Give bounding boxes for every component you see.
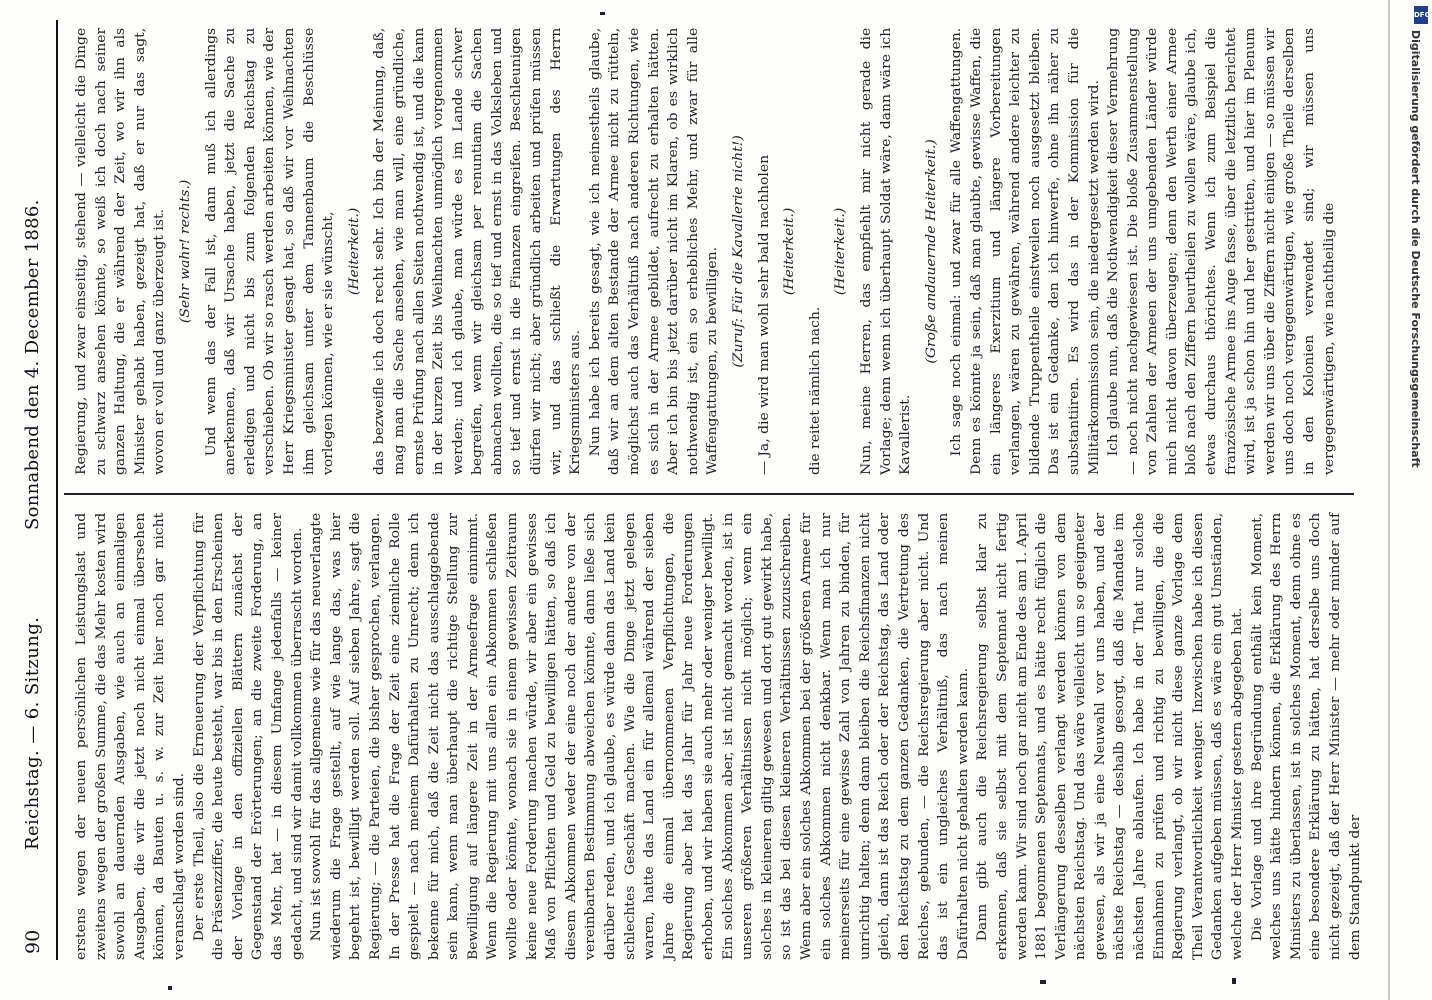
header-rule [56, 20, 58, 960]
paragraph: Nun ist sowohl für das allgemeine wie für das neuverlangte wiederum die Frage gestellt, auf wie lange das, was hier begehrt ist, bewilligt werden soll. Auf sieben Jahre, sagt die Regierung; — die Parteien, die bisher gesprochen, verlangen. In der Presse hat die Frage der Zeit eine ziemliche Rolle gespielt — nach meinem Dafürhalten zu Unrecht; denn ich bekenne für mich, daß die Zeit nicht das ausschlaggebende sein kann, wenn man überhaupt die richtige Stellung zur Bewilligung auf längere Zeit in der Armeefrage einnimmt. Wenn die Regierung mit uns allen ein Abkommen schließen wollte oder könnte, wonach sie in einem gewissen Zeitraum keine neue Forderung machen würde, wir aber ein gewisses Maß von Pflichten und Geld zu bewilligen hätten, so daß ich diesem Abkommen weder der eine noch der andere von der vereinbarten Bestimmung abweichen könnte, dann ließe sich darüber reden, und ich glaube, es würde dann das Land kein schlechtes Geschäft machen. Wie die Dinge jetzt gelegen waren, hatte das Land ein für allemal während der sieben Jahre die einmal übernommenen Verpflichtungen, die Regierung aber hat das Jahr für Jahr neue Forderungen erhoben, und wir haben sie auch mehr oder weniger bewilligt. Ein solches Abkommen aber, ist nicht gemacht worden, ist in unseren größeren Verhältnissen nicht möglich; wenn ein solches in kleineren giltig gewesen und dort gut gewirkt habe, so ist das bei diesen kleineren Verhältnissen zuzuschreiben. Wenn aber ein solches Abkommen bei der größeren Armee für ein solches Abkommen nicht denkbar. Wenn man ich nur meinerseits für eine gewisse Zahl von Jahren zu binden, für unrichtig halten; denn dann bleiben die Reichsfinanzen nicht gleich, dann ist das Reich oder der Reichstag, das Land oder den Reichstag zu dem ganzen Gedanken, die Vertretung des Reiches, gebunden, — die Reichsregierung aber nicht. Und das ist ein ungleiches Verhältniß, das nach meinen Dafürhalten nicht gehalten werden kann. [309, 512, 971, 960]
paragraph: Ich glaube nun, daß die Nothwendigkeit dieser Vermehrung — noch nicht nachgewiesen ist. Die bloße Zusammenstellung von Zahlen der Armeen der uns umgebenden Länder würde mich nicht davon überzeugen; denn den Werth einer Armee bloß nach den Ziffern beurtheilen zu wollen wäre, glaube ich, etwas durchaus thörichtes. Wenn ich zum Beispiel die französische Armee ins Auge fasse, über die letztlich berichtet wird, ist ja schon hin und her gestritten, und hier im Plenum werden wir uns über die Ziffern nicht einigen — so müssen wir uns doch noch vergegenwärtigen, wie große Theile derselben in den Kolonien verwendet sind; wir müssen uns vergegenwärtigen, wie nachtheilig die [1106, 27, 1337, 475]
paragraph: Ich sage noch einmal: und zwar für alle Waffengattungen. Denn es könnte ja sein, daß man glaubte, gewisse Waffen, die ein längeres Exerzitium und längere Vorbereitungen verlangen, wären zu gewähren, während andere leichter zu bildende Truppentheile einstweilen noch ausgesetzt bleiben. Das ist ein Gedanke, den ich hinwerfe, ohne ihn näher zu substantiiren. Es wird das in der Kommission für die Militärkommission sein, die niedergesetzt werden wird. [949, 27, 1102, 475]
scan-speck [168, 986, 172, 990]
scan-edge [1388, 0, 1390, 1000]
digitization-note-text: Digitalisierung gefördert durch die Deutsche Forschungsgemeinschaft [1409, 30, 1422, 468]
paragraph: Die Vorlage und ihre Begründung enthält kein Moment, welches uns hätte hindern können, die Erklärung des Herrn Ministers zu überlassen, ist in solches Moment, denn ohne es eine besondere Erklärung zu hätten, hat derselbe uns doch nicht gezeigt, daß der Herr Minister — mehr oder minder auf dem Standpunkt der [1249, 512, 1363, 960]
dateline: Sonnabend den 4. December 1886. [22, 199, 43, 530]
paragraph: das bezweifle ich doch recht sehr. Ich bin der Meinung, daß, mag man die Sache ansehen, wie man will, eine gründliche, ernste Prüfung nach allen Seiten nothwendig ist, und die kann in der kurzen Zeit bis Weihnachten unmöglich vorgenommen werden; und ich glaube, man würde es im Lande schwer begreifen, wenn wir gleichsam per renuntiam die Sachen abmachen wollten, die so tief und ernst in das Volksleben und so tief und ernst in die Finanzen eingreifen. Beschleunigen dürfen wir nicht; aber gründlich arbeiten und prüfen müssen wir, und das schließt die Erwartungen des Herrn Kriegsministers aus. [372, 27, 584, 475]
scan-speck [1232, 978, 1236, 984]
page-number: 90 [22, 929, 44, 954]
digitization-note [1396, 30, 1426, 970]
text-column-right [72, 28, 1339, 475]
interjection: (Sehr wahr! rechts.) [177, 179, 193, 324]
paragraph: Nun habe ich bereits gesagt, wie ich meinestheils glaube, daß wir an dem alten Bestande der Armee nicht zu rütteln, möglichst auch das Verhältniß nach anderen Richtungen, wie es sich in der Armee gebildet, aufrecht zu erhalten hätten. Aber ich bin bis jetzt darüber nicht im Klaren, ob es wirklich nothwendig ist, ein so erhebliches Mehr, und zwar für alle Waffengattungen, zu bewilligen. [587, 27, 721, 475]
interjection: (Zuruf: Für die Kavallerie nicht!) [731, 135, 746, 368]
paragraph: Nun, meine Herren, das empfiehlt mir nicht gerade die Vorlage; denn wenn ich überhaupt Soldat wäre, dann wäre ich Kavallerist. [858, 27, 914, 475]
page-header [14, 0, 58, 1000]
interjection: (Heiterkeit.) [833, 207, 849, 296]
rotated-newspaper-page [14, 0, 1386, 1000]
paragraph: Der erste Theil, also die Erneuerung der Verpflichtung für die Präsenzziffer, die heute besteht, war bis in den Erscheinen der Vorlage in den offiziellen Blättern zunächst der Gegenstand der Erörterungen; an die zweite Forderung, an das Mehr, hat — in diesem Umfange jedenfalls — keiner gedacht, und sind wir damit vollkommen überrascht worden. [191, 512, 305, 960]
column-divider [64, 494, 1354, 496]
paragraph: die reitet nämlich nach. [807, 306, 823, 475]
paragraph: Dann gibt auch die Reichsregierung selbst klar zu erkennen, daß sie selbst mit dem Septennat nicht fertig werden kann. Wir sind noch gar nicht am Ende des am 1. April 1881 begonnenen Septennats, und es hätte recht füglich die Verlängerung desselben verlangt werden können von dem nächsten Reichstag. Und das wäre vielleicht um so geeigneter gewesen, als wir ja eine Neuwahl vor uns haben, und der nächste Reichstag — deshalb gesorgt, daß die Mandate im nächsten Jahre ablaufen. Ich habe in der That nur solche Einnahmen zu prüfen und richtig zu bewilligen, die die Regierung verlangt, ob wir nicht diese ganze Vorlage dem Theil Verantwortlichkeit weniger. Inzwischen habe ich diesen Gedanken aufgeben müssen, daß es wäre ein gut Umständen, welche der Herr Minister gestern abgegeben hat. [975, 512, 1246, 960]
paragraph: Und wenn das der Fall ist, dann muß ich allerdings anerkennen, daß wir Ursache haben, jetzt die Sache zu erledigen und nicht bis zum folgenden Reichstag zu verschieben. Ob wir so rasch werden arbeiten können, wie der Herr Kriegsminister gesagt hat, so daß wir vor Weihnachten ihm gleichsam unter dem Tannenbaum die Beschlüsse vorlegen können, wie er sie wünscht, [203, 27, 337, 475]
scan-speck [600, 12, 605, 15]
paragraph: erstens wegen der neuen persönlichen Leistungslast und zweitens wegen der großen Summe, die das Mehr kosten wird sowohl an dauernden Ausgaben, wie auch an einmaligen Ausgaben, die wir die jetzt noch nicht einmal übersehen können, da Bauten u. s. w. zur Zeit hier noch gar nicht veranschlagt worden sind. [74, 512, 187, 960]
scan-speck [1040, 980, 1046, 984]
paragraph: — Ja, die wird man wohl sehr bald nachholen [756, 154, 772, 475]
dfg-logo [1414, 6, 1431, 24]
interjection: (Heiterkeit.) [782, 207, 798, 296]
paragraph: Regierung, und zwar einseitig, stehend — vielleicht die Dinge zu schwarz ansehen könnte, so weiß ich doch nach seiner ganzen Haltung, die er während der Zeit, wo wir ihn als Minister gehabt haben, gezeigt hat, daß er nur das sagt, wovon er voll und ganz überzeugt ist. [74, 27, 168, 475]
interjection: (Heiterkeit.) [346, 207, 362, 296]
dfg-logo-label: DFG [1414, 11, 1431, 19]
running-head: Reichstag. — 6. Sitzung. [22, 616, 43, 850]
interjection: (Große andauernde Heiterkeit.) [923, 139, 939, 364]
text-column-left [72, 513, 1365, 960]
